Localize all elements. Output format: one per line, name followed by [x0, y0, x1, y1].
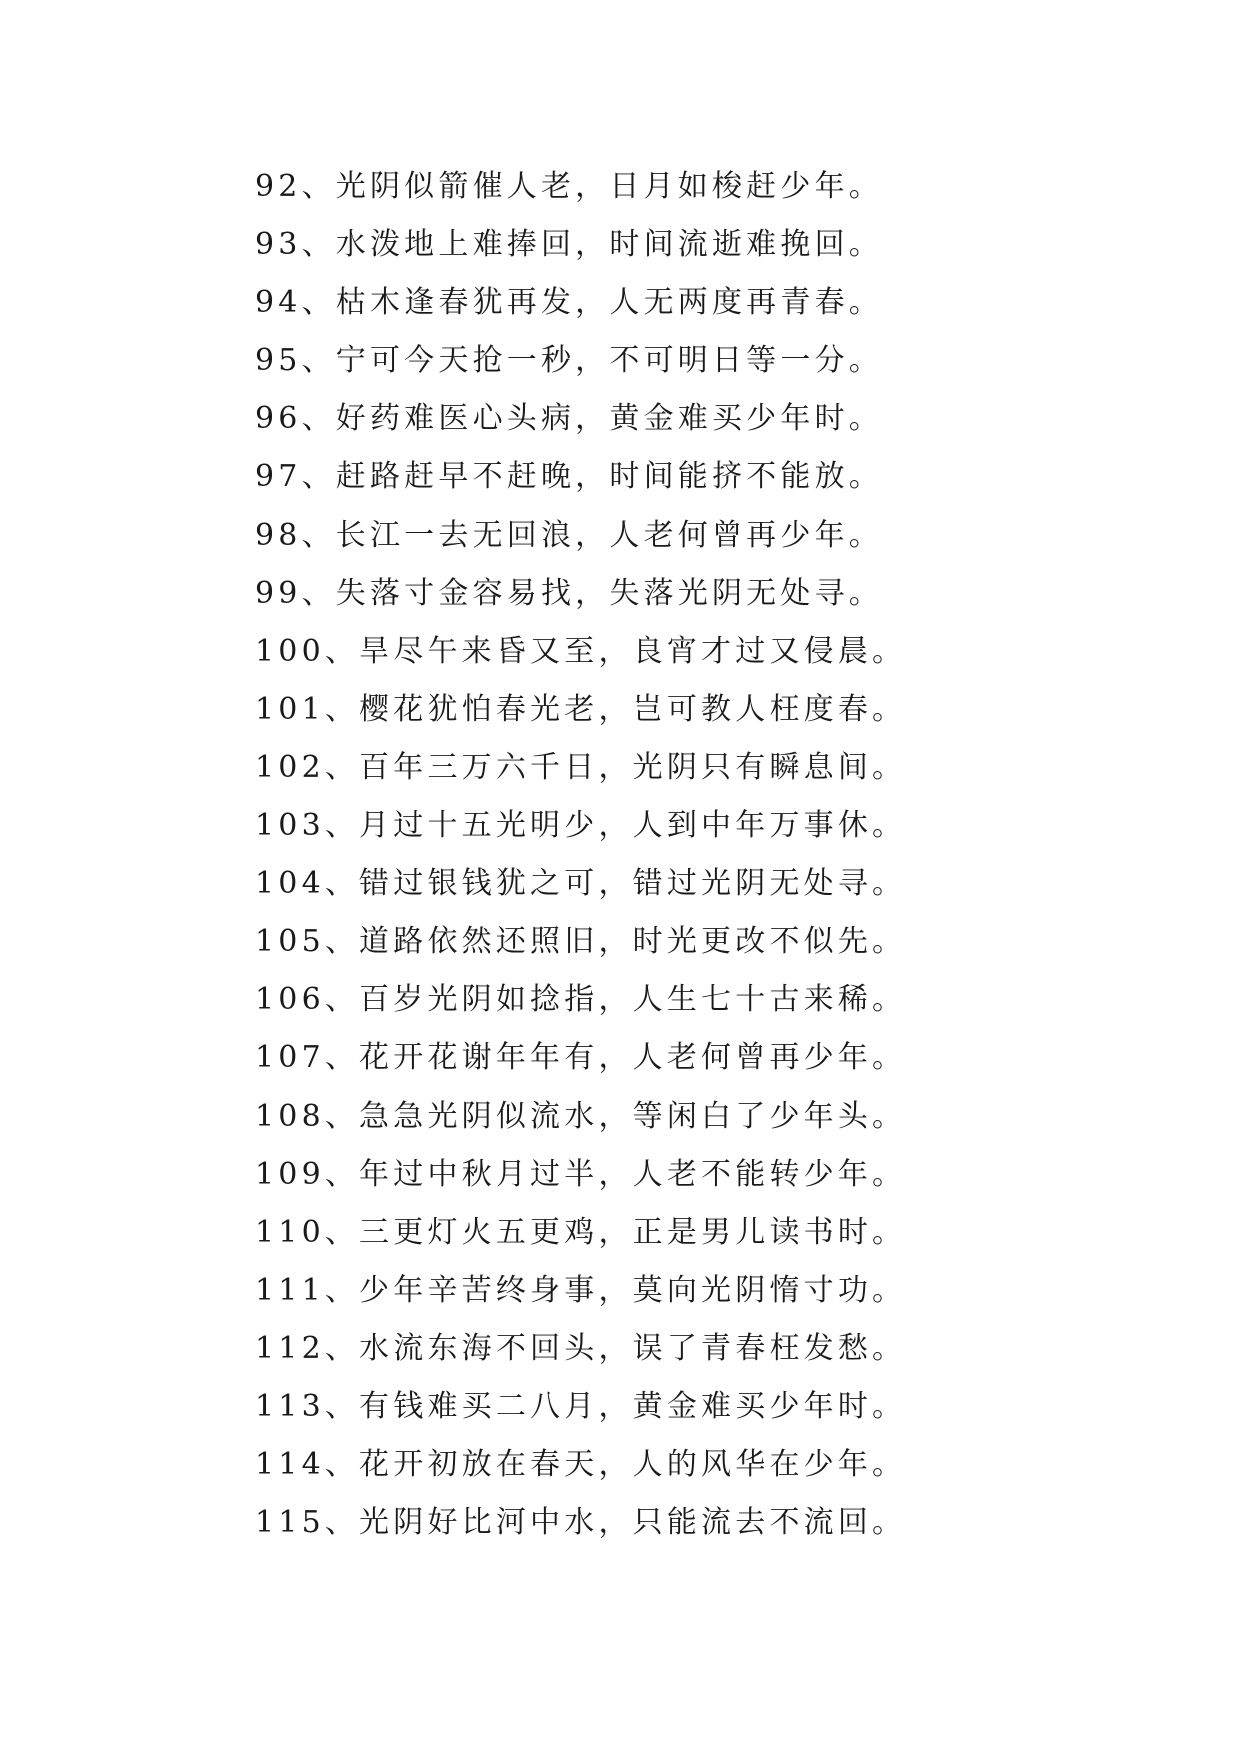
proverb-line-114: 114、花开初放在春天，人的风华在少年。 [255, 1447, 907, 1483]
proverb-line-111: 111、少年辛苦终身事，莫向光阴惰寸功。 [255, 1272, 907, 1308]
proverb-line-103: 103、月过十五光明少，人到中年万事休。 [255, 808, 907, 844]
proverb-line-92: 92、光阴似箭催人老，日月如梭赶少年。 [255, 169, 883, 204]
proverb-line-113: 113、有钱难买二八月，黄金难买少年时。 [255, 1388, 907, 1424]
proverb-line-105: 105、道路依然还照旧，时光更改不似先。 [255, 924, 907, 960]
proverb-line-102: 102、百年三万六千日，光阴只有瞬息间。 [255, 749, 907, 785]
proverb-line-97: 97、赶路赶早不赶晚，时间能挤不能放。 [255, 459, 883, 495]
proverb-line-99: 99、失落寸金容易找，失落光阴无处寻。 [255, 575, 883, 611]
proverb-line-93: 93、水泼地上难捧回，时间流逝难挽回。 [255, 227, 883, 263]
proverb-line-106: 106、百岁光阴如捻指，人生七十古来稀。 [255, 982, 907, 1018]
proverb-line-94: 94、枯木逢春犹再发，人无两度再青春。 [255, 285, 883, 321]
proverb-line-107: 107、花开花谢年年有，人老何曾再少年。 [255, 1040, 907, 1076]
proverb-list [255, 158, 1015, 1552]
proverb-line-98: 98、长江一去无回浪，人老何曾再少年。 [255, 517, 883, 553]
proverb-line-112: 112、水流东海不回头，误了青春枉发愁。 [255, 1330, 907, 1366]
proverb-line-100: 100、旱尽午来昏又至，良宵才过又侵晨。 [255, 633, 907, 669]
proverb-line-101: 101、樱花犹怕春光老，岂可教人枉度春。 [255, 691, 907, 727]
proverb-line-109: 109、年过中秋月过半，人老不能转少年。 [255, 1156, 907, 1192]
proverb-line-96: 96、好药难医心头病，黄金难买少年时。 [255, 401, 883, 437]
proverb-line-115: 115、光阴好比河中水，只能流去不流回。 [255, 1505, 907, 1541]
proverb-line-110: 110、三更灯火五更鸡，正是男儿读书时。 [255, 1214, 907, 1250]
proverb-line-95: 95、宁可今天抢一秒，不可明日等一分。 [255, 343, 883, 379]
proverb-line-108: 108、急急光阴似流水，等闲白了少年头。 [255, 1098, 907, 1134]
proverb-line-104: 104、错过银钱犹之可，错过光阴无处寻。 [255, 866, 907, 902]
